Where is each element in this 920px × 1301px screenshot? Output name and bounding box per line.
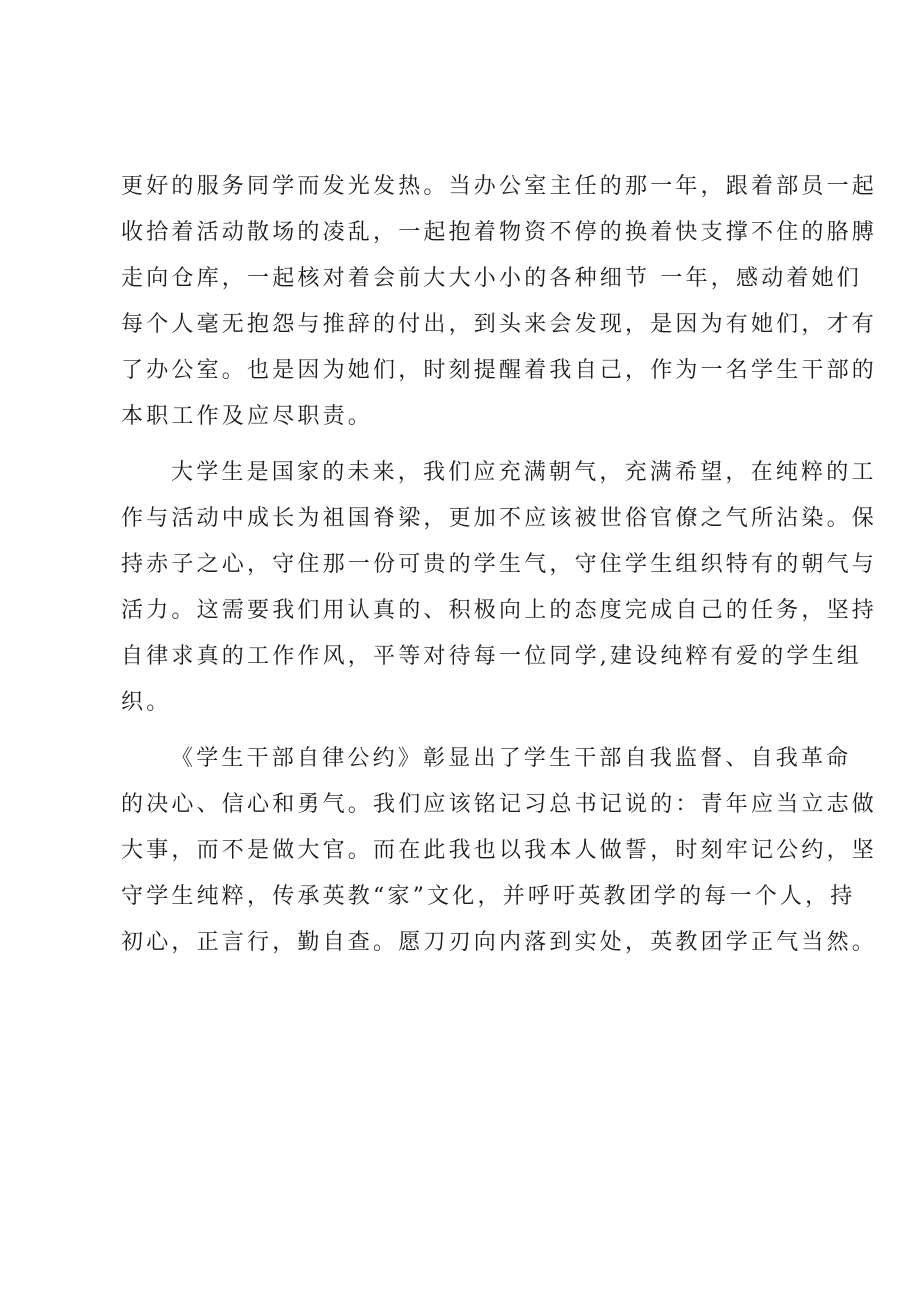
text-line-indented: 大学生是国家的未来，我们应充满朝气，充满希望，在纯粹的工 xyxy=(171,460,877,485)
paragraph-office-director xyxy=(121,164,878,440)
text-line: 收拾着活动散场的凌乱，一起抱着物资不停的换着快支撑不住的胳膊 xyxy=(121,220,878,245)
text-line: 走向仓库，一起核对着会前大大小小的各种细节 一年，感动着她们 xyxy=(121,266,862,291)
text-line: 活力。这需要我们用认真的、积极向上的态度完成自己的任务，坚持 xyxy=(121,598,878,623)
paragraph-spacer xyxy=(121,726,821,736)
paragraph-self-discipline-pledge xyxy=(121,736,878,966)
text-line: 更好的服务同学而发光发热。当办公室主任的那一年，跟着部员一起 xyxy=(121,174,878,199)
text-line-indented: 《学生干部自律公约》彰显出了学生干部自我监督、自我革命 xyxy=(171,746,852,771)
text-line: 了办公室。也是因为她们，时刻提醒着我自己，作为一名学生干部的 xyxy=(121,358,878,383)
text-line: 自律求真的工作作风，平等对待每一位同学,建设纯粹有爱的学生组 xyxy=(121,644,862,669)
paragraph-students-future xyxy=(121,450,878,726)
text-line: 初心，正言行，勤自查。愿刀刃向内落到实处，英教团学正气当然。 xyxy=(121,930,878,955)
text-line: 织。 xyxy=(121,690,172,715)
text-line: 大事，而不是做大官。而在此我也以我本人做誓，时刻牢记公约，坚 xyxy=(121,838,878,863)
paragraph-spacer xyxy=(121,440,821,450)
text-line: 本职工作及应尽职责。 xyxy=(121,404,374,429)
document-body xyxy=(121,164,878,966)
text-line: 作与活动中成长为祖国脊梁，更加不应该被世俗官僚之气所沾染。保 xyxy=(121,506,878,531)
text-line: 的决心、信心和勇气。我们应该铭记习总书记说的：青年应当立志做 xyxy=(121,792,878,817)
text-line: 每个人毫无抱怨与推辞的付出，到头来会发现，是因为有她们，才有 xyxy=(121,312,878,337)
text-line: 持赤子之心，守住那一份可贵的学生气，守住学生组织特有的朝气与 xyxy=(121,552,878,577)
text-line: 守学生纯粹，传承英教“家”文化，并呼吁英教团学的每一个人，持 xyxy=(121,884,856,909)
